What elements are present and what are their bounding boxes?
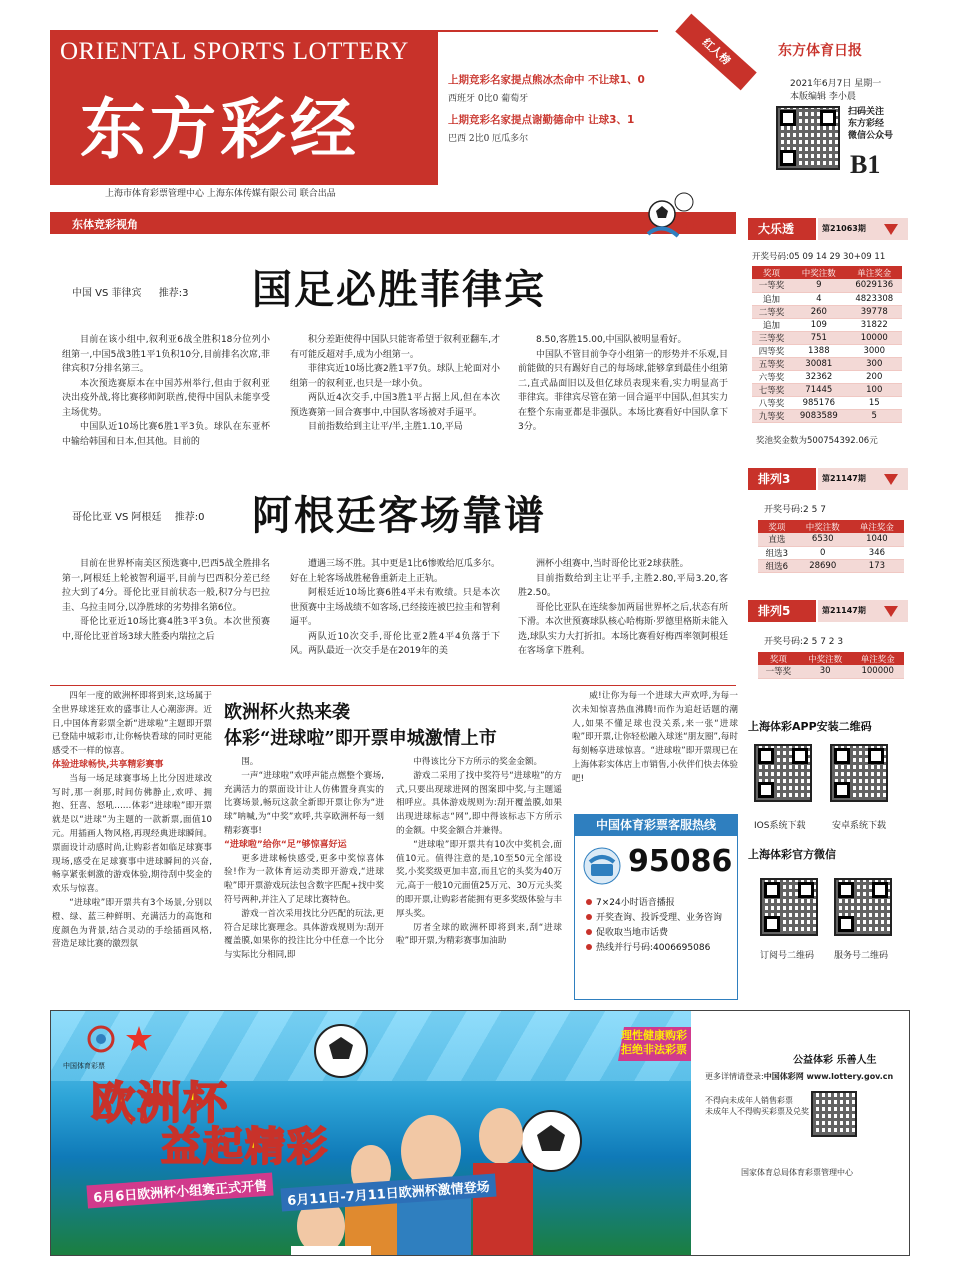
paragraph: 哥伦比亚近10场比赛4胜3平3负。本次世预赛中,哥伦比亚首场3球大胜委内瑞拉之后 [62,617,270,642]
hotline-item-text: 热线并行号码:4006695086 [596,943,711,953]
lotto-draw: 开奖号码:05 09 14 29 30+09 11 [752,252,886,262]
table-row [752,305,902,318]
section-bar [50,212,736,234]
section-label: 东体竞彩视角 [72,218,138,231]
ad-authority: 国家体育总局体育彩票管理中心 [741,1168,853,1177]
article1-match [72,284,188,299]
euro-col3 [396,756,562,1000]
cell: 四等奖 [752,344,791,357]
article2-headline: 阿根廷客场靠谱 [252,492,546,539]
ad-slogan-line: 拒绝非法彩票 [621,1043,687,1056]
ad-qr[interactable] [811,1091,857,1137]
cell: 200 [847,370,902,383]
euro-subhead-1: 体验进球畅快,共享精彩赛事 [52,759,164,770]
pl5-header [748,600,908,622]
paragraph: 四年一度的欧洲杯即将到来,这场属于全世界球迷狂欢的盛事让人心潮澎湃。近日,中国体育彩票全新“进球啦”主题即开票已登陆申城彩市,让你畅快看球的同时更能感受不一样的惊喜。 [52,691,212,757]
article1-tip: 推荐:3 [158,288,189,299]
ad-site-url[interactable]: 中国体彩网 www.lottery.gov.cn [763,1072,894,1081]
headline-1-sub: 西班牙 0比0 葡萄牙 [448,94,529,104]
table-row [758,559,904,572]
paragraph: 游戏一首次采用找比分匹配的玩法,更符合足球比赛理念。具体游戏规则为:刮开覆盖膜,如果你的投注比分中任意一个比分与实际比分相同,即 [224,908,384,961]
cell: 4 [791,292,846,305]
paragraph: 目前指数给到主让平/半,主胜1.10,平局 [308,422,463,432]
euro-headline-2: 体彩“进球啦”即开票申城激情上市 [224,728,497,749]
col-header: 奖项 [758,652,799,665]
paragraph: 8.50,客胜15.00,中国队被明显看好。 [536,335,687,345]
table-row [758,665,904,678]
pl3-name: 排列3 [748,468,816,490]
paper-editor: 本版编辑 李小晨 [790,92,856,102]
subscription-label: 订阅号二维码 [760,951,815,961]
article1-col3 [518,333,728,461]
ios-label: IOS系统下载 [754,821,806,831]
pl5-draw-label: 开奖号码: [764,637,804,647]
hotline-item [586,896,722,911]
dropdown-triangle-icon[interactable] [884,224,898,235]
ad-slogan [621,1029,687,1057]
ad-site-label: 更多详情请登录: [705,1072,764,1081]
headline-1 [448,72,645,104]
article2-match-teams: 哥伦比亚 VS 阿根廷 [72,512,162,523]
lotto-name: 大乐透 [748,218,816,240]
cell: 1040 [850,533,904,546]
article1-headline: 国足必胜菲律宾 [252,266,546,313]
cell: 追加 [752,292,791,305]
paragraph: 中国队不管目前争夺小组第一的形势并不乐观,目前能做的只有踢好自己的每场球,能够拿到最佳小组第二,直式晶面旧以及但亿球员表现来看,实力明显高于菲律宾。菲律宾尽管在第一回合逼平中国队,但其实力在整个东南亚都是非强队。本场比赛看好中国队拿下3分。 [518,349,728,432]
article2-col2 [290,557,500,673]
pl3-issue: 第21147期 [818,468,908,490]
table-row [752,318,902,331]
scan-text-line: 微信公众号 [848,131,894,141]
headline-2-title: 上期竞彩名家提点谢勤德命中 让球3、1 [448,114,635,126]
cell: 100000 [851,665,904,678]
cell: 一等奖 [752,279,791,292]
col-header: 单注奖金 [851,652,904,665]
cell: 15 [847,396,902,409]
cell: 39778 [847,305,902,318]
cell: 5 [847,409,902,422]
headline-2 [448,112,634,144]
table-row [752,344,902,357]
euro-col2 [224,756,384,1000]
cell: 八等奖 [752,396,791,409]
paragraph: “进球啦”即开票共有10次中奖机会,面值10元。值得注意的是,10至50元全部设奖,小奖奖级更加丰富,而且它的头奖为40万元,高于一般10元面值25万元、30万元头奖的即开票,让购彩者能拥有更多奖级体验与丰厚头奖。 [396,839,562,919]
ad-slogan-line: 理性健康购彩 [621,1029,687,1042]
col-header: 奖项 [752,266,791,279]
ad-line: 不得向未成年人销售彩票 [705,1096,793,1105]
paragraph: 中国队近10场比赛6胜1平3负。球队在东亚杯中输给韩国和日本,但其他。目前的 [62,422,270,447]
ad-title-2: 益起精彩 [161,1124,329,1170]
lotto-pool: 奖池奖金数为500754392.06元 [756,436,878,446]
ios-download-qr[interactable] [754,744,812,802]
col-header: 中奖注数 [796,520,850,533]
android-download-qr[interactable] [830,744,888,802]
euro-headline-1: 欧洲杯火热来袭 [224,702,350,723]
star-logo-icon [125,1025,153,1053]
paragraph: 厉者全球的欧洲杯即将到来,刮“进球啦”即开票,为精彩赛事加油助 [396,922,562,947]
scan-text-line: 东方彩经 [848,119,885,129]
cell: 九等奖 [752,409,791,422]
paragraph: 目前指数给到主让平手,主胜2.80,平局3.20,客胜2.50。 [518,573,728,598]
hotline-item [586,926,722,941]
cell: 组选3 [758,546,796,559]
euro-ad-banner[interactable] [50,1010,910,1256]
col-header: 中奖注数 [799,652,852,665]
cell: 31822 [847,318,902,331]
ad-site [705,1071,893,1082]
col-header: 奖项 [758,520,796,533]
cell: 6530 [796,533,850,546]
pl5-name: 排列5 [748,600,816,622]
table-row [752,331,902,344]
cell: 3000 [847,344,902,357]
paragraph: 围。 [241,757,259,767]
cell: 9 [791,279,846,292]
ad-players-illustration-icon [281,1021,621,1255]
col-header: 单注奖金 [847,266,902,279]
cell: 346 [850,546,904,559]
cell: 30 [799,665,852,678]
pl3-draw-numbers: 2 5 7 [803,505,826,515]
table-row [752,292,902,305]
cell: 0 [796,546,850,559]
paragraph: 一声“进球啦”欢呼声能点燃整个赛场,充满活力的票面设计让人仿佛置身真实的比赛场景,畅玩这款全新即开票让你为“进球”呐喊,为“中奖”欢呼,共享欧洲杯每一刻精彩赛事! [224,770,384,836]
hotline-items [586,896,722,956]
table-row [752,357,902,370]
paragraph: 洲杯小组赛中,当时哥伦比亚2球获胜。 [536,559,689,569]
table-row [752,409,902,422]
divider [50,685,736,686]
cell: 直选 [758,533,796,546]
euro-col4 [572,690,738,808]
paragraph: 遭遇三场不胜。其中更是1比6惨败给厄瓜多尔。好在上轮客场战胜秘鲁重新走上正轨。 [290,559,500,584]
telephone-icon [582,846,622,886]
app-qr-title: 上海体彩APP安装二维码 [748,720,872,733]
pl5-draw-numbers: 2 5 7 2 3 [803,637,844,647]
paragraph: 阿根廷近10场比赛6胜4平未有败绩。只是本次世预赛中主场战绩不如客场,已经接连被巴拉圭和智利逼平。 [290,588,500,627]
cell: 100 [847,383,902,396]
article2-col3 [518,557,728,673]
hotline-item [586,911,722,926]
paragraph: 中得该比分下方所示的奖金金额。 [413,757,543,767]
android-label: 安卓系统下载 [832,821,887,831]
pl3-table [758,520,904,573]
cell: 28690 [796,559,850,572]
cell: 三等奖 [752,331,791,344]
ad-line: 未成年人不得购买彩票及兑奖 [705,1107,809,1116]
subscription-qr[interactable] [760,878,818,936]
cell: 32362 [791,370,846,383]
cell: 二等奖 [752,305,791,318]
cell: 10000 [847,331,902,344]
cell: 30081 [791,357,846,370]
masthead-chinese-title: 东方彩经 [80,90,360,168]
paragraph: 目前在该小组中,叙利亚6战全胜积18分位列小组第一,中国5战3胜1平1负积10分,目前排名次席,菲律宾积7分排名第三。 [62,335,270,374]
paper-date: 2021年6月7日 星期一 [790,79,882,89]
article2-match [72,508,204,523]
lotto-issue: 第21063期 [818,218,908,240]
ad-date-right: 6月11日-7月11日欧洲杯激情登场 [280,1174,496,1212]
paragraph: 游戏二采用了找中奖符号“进球啦”的方式,只要出现球进网的图案即中奖,与主题遥相呼应。具体游戏规则为:刮开覆盖膜,如果出现进球标志“网”,即中得该标志下方所示的金额。中奖金额合并兼得。 [396,770,562,836]
cell: 五等奖 [752,357,791,370]
hotline-item-text: 开奖查询、投诉受理、业务咨询 [596,913,723,923]
hotline-item-text: 7×24小时语音播报 [596,898,675,908]
ad-right-lines [705,1095,809,1117]
paragraph: 威!让你为每一个进球大声欢呼,为每一次未知惊喜热血沸腾!而作为追赶话题的潮人,如果不懂足球也没关系,来一张“进球啦”即开票,让你轻松融入球迷“朋友圈”,每时每刻畅享进球惊喜。“进球啦”即开票现已在上海体彩实体店上市销售,小伙伴们快去体验吧! [572,691,738,784]
cell: 1388 [791,344,846,357]
hotline-item [586,941,722,956]
table-row [752,279,902,292]
dropdown-triangle-icon[interactable] [884,474,898,485]
pl3-draw [764,502,826,515]
paragraph: 更多进球畅快感受,更多中奖惊喜体验!作为一款体育运动类即开游戏,“进球啦”即开票游戏玩法包含数字匹配+找中奖符号两种,并注入了足球比赛特色。 [224,853,384,905]
paragraph: 当每一场足球赛事场上比分因进球改写时,那一刹那,时间仿佛静止,欢呼、拥抱、狂喜、怒吼……体彩“进球啦”即开票就是以“进球”为主题的一款新票,面值10元。用插画人物风格,再现经典进球瞬间。票面设计动感时尚,让购彩者如临足球赛事现场,感受在足球赛事中进球瞬间的兴奋,畅享紧张刺激的游戏体验,期待刮中奖金的欢乐与惊喜。 [52,773,212,895]
euro-col1 [52,690,212,1000]
cell: 71445 [791,383,846,396]
dropdown-triangle-icon[interactable] [884,606,898,617]
cell: 751 [791,331,846,344]
wechat-qr-title: 上海体彩官方微信 [748,848,836,861]
table-row [752,396,902,409]
cell: 300 [847,357,902,370]
lotto-draw-numbers: 05 09 14 29 30+09 11 [788,252,886,262]
paragraph: “进球啦”即开票共有3个场景,分别以橙、绿、蓝三种鲜明、充满活力的高饱和度颜色为背景,结合灵动的手绘插画风格,营造足球比赛的激烈氛 [52,897,212,950]
ad-right-slogan: 公益体彩 乐善人生 [793,1055,877,1066]
red-list-ribbon: 红人榜 [675,14,756,91]
euro-subhead-2: “进球啦”给你“足”够惊喜好运 [224,839,347,850]
paragraph: 本次预选赛原本在中国苏州举行,但由于叙利亚决出疫外战,将比赛移师阿联酋,使得中国队未能享受主场优势。 [62,378,270,418]
cell: 七等奖 [752,383,791,396]
ad-visual [51,1011,691,1255]
cell: 173 [850,559,904,572]
lotto-draw-label: 开奖号码 [752,252,787,262]
masthead-english-title: ORIENTAL SPORTS LOTTERY [60,38,409,65]
pl5-issue: 第21147期 [818,600,908,622]
hotline-number: 95086 [628,844,733,879]
ad-brand-small: 中国体育彩票 [63,1062,105,1070]
headline-2-sub: 巴西 2比0 厄瓜多尔 [448,134,529,144]
hotline-title: 中国体育彩票客服热线 [574,814,738,836]
scan-text [848,106,893,142]
football-mascot-icon [640,186,700,242]
table-row [758,533,904,546]
paragraph: 两队近10次交手,哥伦比亚2胜4平4负落于下风。两队最近一次交手是在2019年的美 [290,631,500,656]
pl5-table [758,652,904,679]
paragraph: 两队近4次交手,中国3胜1平占据上风,但在本次预选赛第一回合赛事中,中国队客场被对手逼平。 [290,393,500,418]
cell: 4823308 [847,292,902,305]
article2-col1 [62,557,270,673]
table-row [752,370,902,383]
pl3-header [748,468,908,490]
masthead-organizers: 上海市体育彩票管理中心 上海东体传媒有限公司 联合出品 [105,189,336,199]
lotto-header [748,218,908,240]
paragraph: 积分差距使得中国队只能寄希望于叙利亚翻车,才有可能反超对手,成为小组第一。 [290,335,500,360]
pl3-draw-label: 开奖号码: [764,505,804,515]
cell: 6029136 [847,279,902,292]
cell: 109 [791,318,846,331]
service-label: 服务号二维码 [834,951,889,961]
cell: 组选6 [758,559,796,572]
paper-brand: 东方体育日报 [778,43,862,59]
article1-col2 [290,333,500,461]
article1-match-teams: 中国 VS 菲律宾 [72,288,142,299]
table-row [758,546,904,559]
col-header: 单注奖金 [850,520,904,533]
cell: 一等奖 [758,665,799,678]
paragraph: 菲律宾近10场比赛2胜1平7负。球队上轮面对小组第一的叙利亚,也只是一球小负。 [290,364,500,389]
wechat-follow-qr[interactable] [776,106,840,170]
lotto-table [752,266,902,423]
cell: 260 [791,305,846,318]
pl5-draw [764,634,843,647]
scan-text-line: 扫码关注 [848,107,885,117]
table-row [752,383,902,396]
cell: 9083589 [791,409,846,422]
service-qr[interactable] [834,878,892,936]
article2-tip: 推荐:0 [174,512,205,523]
hotline-item-text: 促收取当地市话费 [596,928,669,938]
article1-col1 [62,333,270,461]
cell: 追加 [752,318,791,331]
masthead-banner [50,30,438,185]
page-code: B1 [850,150,881,179]
ad-date-left: 6月6日欧洲杯小组赛正式开售 [86,1173,273,1209]
headline-1-title: 上期竞彩名家提点熊冰杰命中 不让球1、0 [448,74,645,86]
paragraph: 目前在世界杯南美区预选赛中,巴西5战全胜排名第一,阿根廷上轮被智利逼平,目前与巴西积分差已经拉大到了4分。哥伦比亚目前状态一般,积7分与巴拉圭、乌拉圭同分,以净胜球的劣势排名第6位。 [62,559,270,613]
cell: 六等奖 [752,370,791,383]
col-header: 中奖注数 [791,266,846,279]
paragraph: 哥伦比亚队在连续参加两届世界杯之后,状态有所下滑。本次世预赛球队核心哈梅斯·罗德里格斯未能入选,球队实力大打折扣。本场比赛看好梅西率领阿根廷在客场拿下胜利。 [518,602,728,656]
ad-title-1: 欧洲杯 [91,1078,229,1129]
cell: 985176 [791,396,846,409]
